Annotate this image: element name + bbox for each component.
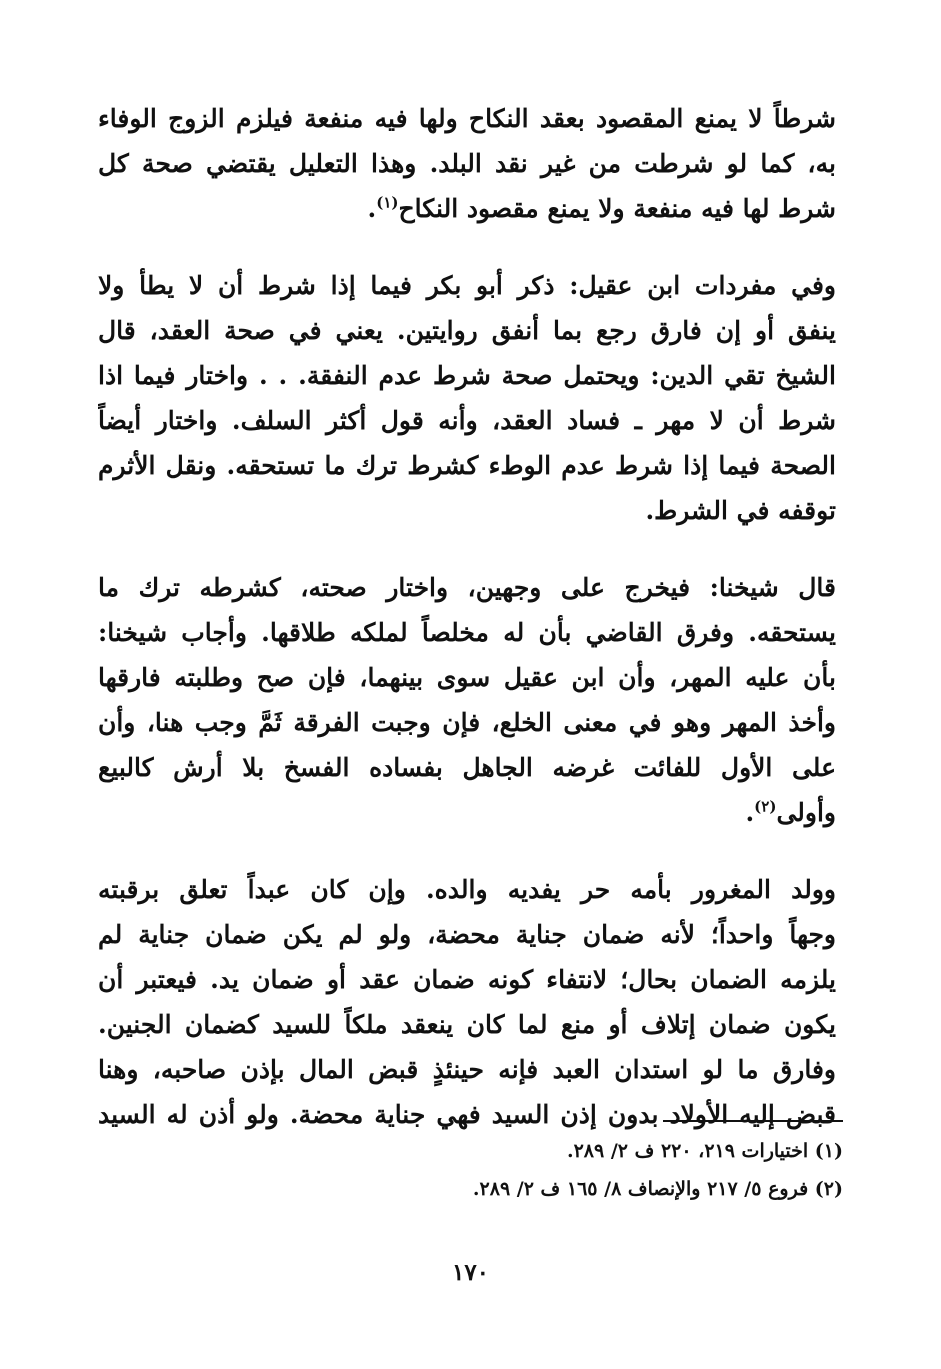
text-line: شرط أن لا مهر ـ فساد العقد، وأنه قول أكثر السلف. واختار أيضاً <box>98 406 836 435</box>
paragraph-3 <box>98 565 836 835</box>
footnote-ref-2: (٢) <box>754 797 777 816</box>
footnote-1: (١) اختيارات ٢١٩، ٢٢٠ ف ٢/ ٢٨٩. <box>566 1140 843 1162</box>
text-line: وأولى <box>776 798 836 827</box>
text-line: على الأول للفائت غرضه الجاهل بفساده الفسخ بلا أرش كالبيع <box>98 753 836 782</box>
text-line: قال شيخنا: فيخرج على وجهين، واختار صحته، كشرطه ترك ما <box>98 573 836 602</box>
text-line: وفارق ما لو استدان العبد فإنه حينئذٍ قبض المال بإذن صاحبه، وهنا <box>98 1055 836 1084</box>
sentence-end: . <box>745 798 755 827</box>
paragraph-4 <box>98 867 836 1137</box>
text-line: به، كما لو شرطت من غير نقد البلد. وهذا التعليل يقتضي صحة كل <box>98 149 836 178</box>
footnote-2: (٢) فروع ٥/ ٢١٧ والإنصاف ٨/ ١٦٥ ف ٢/ ٢٨٩. <box>472 1178 843 1200</box>
text-line: ينفق أو إن فارق رجع بما أنفق روايتين. يعني في صحة العقد، قال <box>98 316 836 345</box>
text-line: وولد المغرور بأمه حر يفديه والده. وإن كان عبداً تعلق برقبته <box>98 875 836 904</box>
text-line: شرط لها فيه منفعة ولا يمنع مقصود النكاح <box>398 194 836 223</box>
main-text <box>98 96 836 1137</box>
text-line: بأن عليه المهر، وأن ابن عقيل سوى بينهما، فإن صح وطلبته فارقها <box>98 663 836 692</box>
sentence-end: . <box>367 194 377 223</box>
text-line: توقفه في الشرط. <box>645 496 836 525</box>
text-line: الشيخ تقي الدين: ويحتمل صحة شرط عدم النفقة. . . واختار فيما اذا <box>98 361 836 390</box>
text-line: يستحقه. وفرق القاضي بأن له مخلصاً لملكه طلاقها. وأجاب شيخنا: <box>98 618 836 647</box>
text-line: وأخذ المهر وهو في معنى الخلع، فإن وجبت الفرقة ثَمَّ وجب هنا، وأن <box>98 708 836 737</box>
paragraph-1 <box>98 96 836 231</box>
text-line-with-note <box>98 790 836 835</box>
paragraph-2 <box>98 263 836 533</box>
text-line: يلزمه الضمان بحال؛ لانتفاء كونه ضمان عقد أو ضمان يد. فيعتبر أن <box>98 965 836 994</box>
text-line: وفي مفردات ابن عقيل: ذكر أبو بكر فيما إذا شرط أن لا يطأ ولا <box>98 271 836 300</box>
text-line: وجهاً واحداً؛ لأنه ضمان جناية محضة، ولو لم يكن ضمان جناية لم <box>98 920 836 949</box>
footnote-ref-1: (١) <box>376 193 399 212</box>
text-line: شرطاً لا يمنع المقصود بعقد النكاح ولها فيه منفعة فيلزم الزوج الوفاء <box>98 104 836 133</box>
text-line-with-note <box>98 186 836 231</box>
text-line: يكون ضمان إتلاف أو منع لما كان ينعقد ملكاً للسيد كضمان الجنين. <box>98 1010 836 1039</box>
text-line: الصحة فيما إذا شرط عدم الوطء كشرط ترك ما تستحقه. ونقل الأثرم <box>98 451 836 480</box>
footnotes <box>105 1132 843 1208</box>
text-line: قبض إليه الأولاد بدون إذن السيد فهي جناية محضة. ولو أذن له السيد <box>98 1100 836 1129</box>
page-number: ١٧٠ <box>451 1259 490 1286</box>
footnote-divider <box>663 1120 843 1122</box>
